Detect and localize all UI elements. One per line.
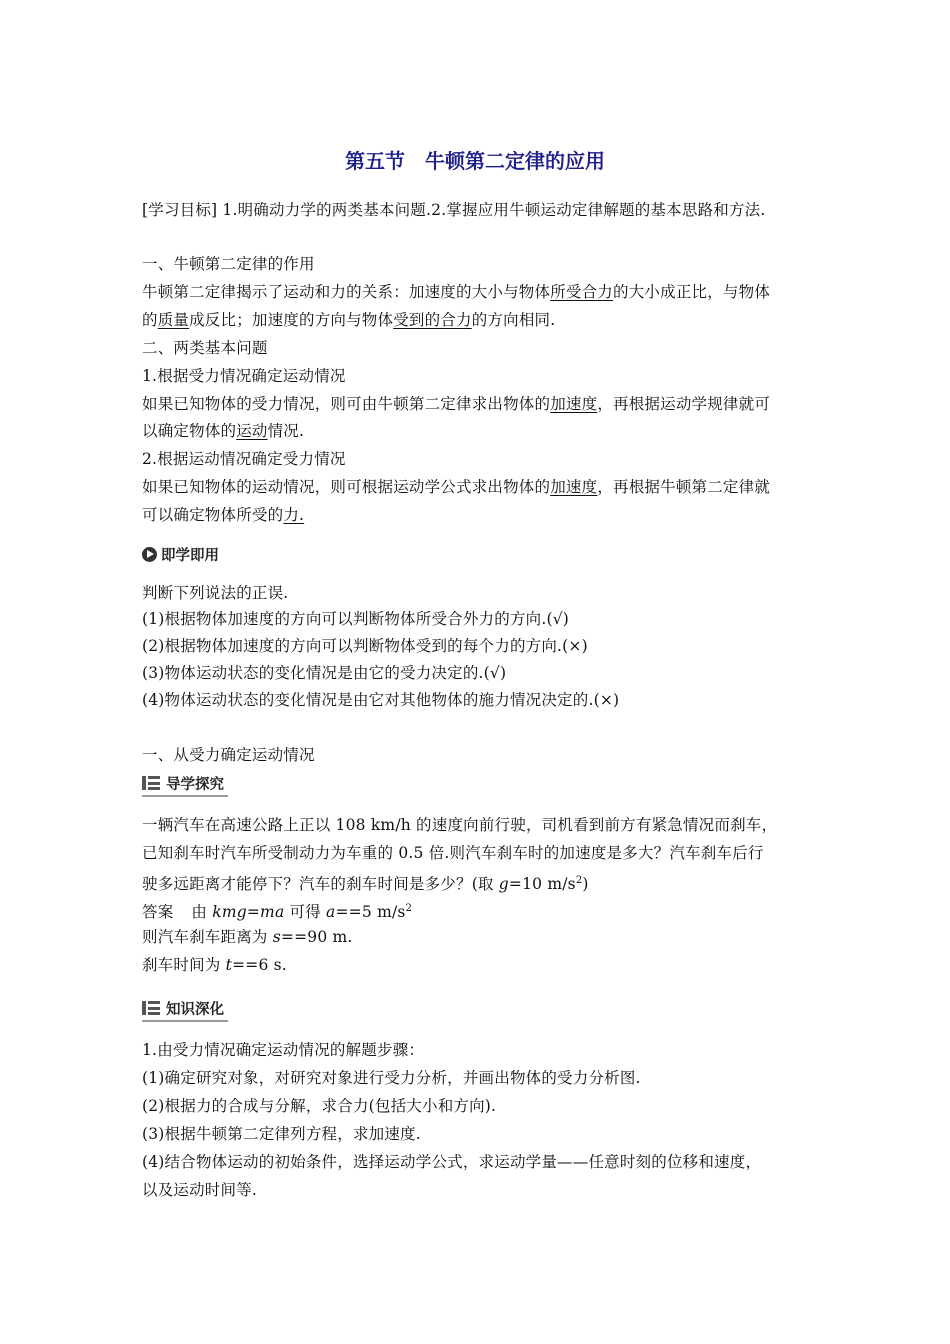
underlined-text: 加速度 bbox=[550, 395, 598, 413]
list-icon bbox=[142, 776, 160, 790]
part1-heading: 一、牛顿第二定律的作用 bbox=[142, 255, 315, 273]
part1-line-2 bbox=[142, 310, 555, 330]
answer-line-1 bbox=[142, 899, 412, 922]
text: 可以确定物体所受的 bbox=[142, 506, 284, 524]
answer-line-2 bbox=[142, 927, 353, 947]
text: ，再根据运动学规律就可 bbox=[597, 395, 771, 413]
text: 情况. bbox=[267, 422, 305, 440]
practice-heading bbox=[142, 543, 219, 565]
part2-heading: 二、两类基本问题 bbox=[142, 339, 268, 357]
question-line-3 bbox=[142, 871, 589, 894]
step-1: (1)确定研究对象，对研究对象进行受力分析，并画出物体的受力分析图. bbox=[142, 1069, 641, 1087]
text: 驶多远距离才能停下？汽车的刹车时间是多少？(取 bbox=[142, 875, 499, 893]
learning-objectives: [学习目标] 1.明确动力学的两类基本问题.2.掌握应用牛顿运动定律解题的基本思路和方法. bbox=[142, 201, 766, 219]
underlined-text: 运动 bbox=[236, 422, 268, 440]
explore-heading-label: 导学探究 bbox=[166, 776, 224, 793]
variable: g bbox=[498, 875, 509, 893]
variable: ma bbox=[260, 903, 285, 921]
text: = bbox=[246, 903, 261, 921]
text: 的 bbox=[142, 311, 158, 329]
part2-sub2-line-2 bbox=[142, 505, 304, 525]
part2-sub1: 1.根据受力情况确定运动情况 bbox=[142, 367, 346, 385]
part1-line-1 bbox=[142, 282, 770, 302]
text: 可得 bbox=[284, 903, 327, 921]
superscript: 2 bbox=[405, 903, 413, 914]
text: 以确定物体的 bbox=[142, 422, 237, 440]
text: ==90 m. bbox=[280, 928, 353, 946]
step-3: (3)根据牛顿第二定律列方程，求加速度. bbox=[142, 1125, 421, 1143]
variable: a bbox=[326, 903, 336, 921]
page-title: 第五节 牛顿第二定律的应用 bbox=[345, 149, 605, 173]
list-icon bbox=[142, 1001, 160, 1015]
text: 成反比；加速度的方向与物体 bbox=[189, 311, 394, 329]
text: ==5 m/s bbox=[335, 903, 406, 921]
practice-item-1: (1)根据物体加速度的方向可以判断物体所受合外力的方向.(√) bbox=[142, 610, 570, 628]
explore-heading bbox=[142, 772, 228, 797]
step-4: (4)结合物体运动的初始条件，选择运动学公式，求运动学量——任意时刻的位移和速度， bbox=[142, 1153, 762, 1171]
variable: s bbox=[272, 928, 281, 946]
answer-line-3 bbox=[142, 955, 287, 975]
play-circle-icon bbox=[142, 547, 157, 562]
deepen-heading bbox=[142, 997, 228, 1022]
question-line-2: 已知刹车时汽车所受制动力为车重的 0.5 倍.则汽车刹车时的加速度是多大？汽车刹车后行 bbox=[142, 844, 764, 862]
text: 牛顿第二定律揭示了运动和力的关系：加速度的大小与物体 bbox=[142, 283, 551, 301]
practice-heading-label: 即学即用 bbox=[161, 547, 219, 564]
text: 刹车时间为 bbox=[142, 956, 226, 974]
practice-item-2: (2)根据物体加速度的方向可以判断物体受到的每个力的方向.(×) bbox=[142, 637, 588, 655]
superscript: 2 bbox=[575, 875, 583, 886]
variable: t bbox=[225, 956, 233, 974]
text: ==6 s. bbox=[232, 956, 287, 974]
part2-sub2-line-1 bbox=[142, 477, 770, 497]
step-4-continued: 以及运动时间等. bbox=[142, 1181, 258, 1199]
practice-item-3: (3)物体运动状态的变化情况是由它的受力决定的.(√) bbox=[142, 664, 507, 682]
text: 由 bbox=[191, 903, 213, 921]
underlined-text: 力. bbox=[283, 506, 305, 524]
text: 的大小成正比，与物体 bbox=[613, 283, 771, 301]
steps-title: 1.由受力情况确定运动情况的解题步骤： bbox=[142, 1041, 425, 1059]
underlined-text: 质量 bbox=[157, 311, 190, 329]
part2-sub2: 2.根据运动情况确定受力情况 bbox=[142, 450, 346, 468]
text: ，再根据牛顿第二定律就 bbox=[597, 478, 771, 496]
text: ) bbox=[582, 875, 589, 893]
step-2: (2)根据力的合成与分解，求合力(包括大小和方向). bbox=[142, 1097, 497, 1115]
underlined-text: 加速度 bbox=[550, 478, 598, 496]
text: 如果已知物体的运动情况，则可根据运动学公式求出物体的 bbox=[142, 478, 551, 496]
part2-sub1-line-1 bbox=[142, 394, 770, 414]
part2-sub1-line-2 bbox=[142, 421, 304, 441]
practice-intro: 判断下列说法的正误. bbox=[142, 584, 289, 602]
variable: kmg bbox=[212, 903, 247, 921]
section1-heading: 一、从受力确定运动情况 bbox=[142, 746, 315, 764]
deepen-heading-label: 知识深化 bbox=[166, 1001, 224, 1018]
text: 则汽车刹车距离为 bbox=[142, 928, 273, 946]
text: =10 m/s bbox=[508, 875, 576, 893]
text: 的方向相同. bbox=[471, 311, 556, 329]
question-line-1: 一辆汽车在高速公路上正以 108 km/h 的速度向前行驶，司机看到前方有紧急情况而刹车， bbox=[142, 816, 778, 834]
underlined-text: 受到的合力 bbox=[393, 311, 472, 329]
practice-item-4: (4)物体运动状态的变化情况是由它对其他物体的施力情况决定的.(×) bbox=[142, 691, 620, 709]
answer-label: 答案 bbox=[142, 903, 174, 921]
underlined-text: 所受合力 bbox=[550, 283, 614, 301]
text: 如果已知物体的受力情况，则可由牛顿第二定律求出物体的 bbox=[142, 395, 551, 413]
